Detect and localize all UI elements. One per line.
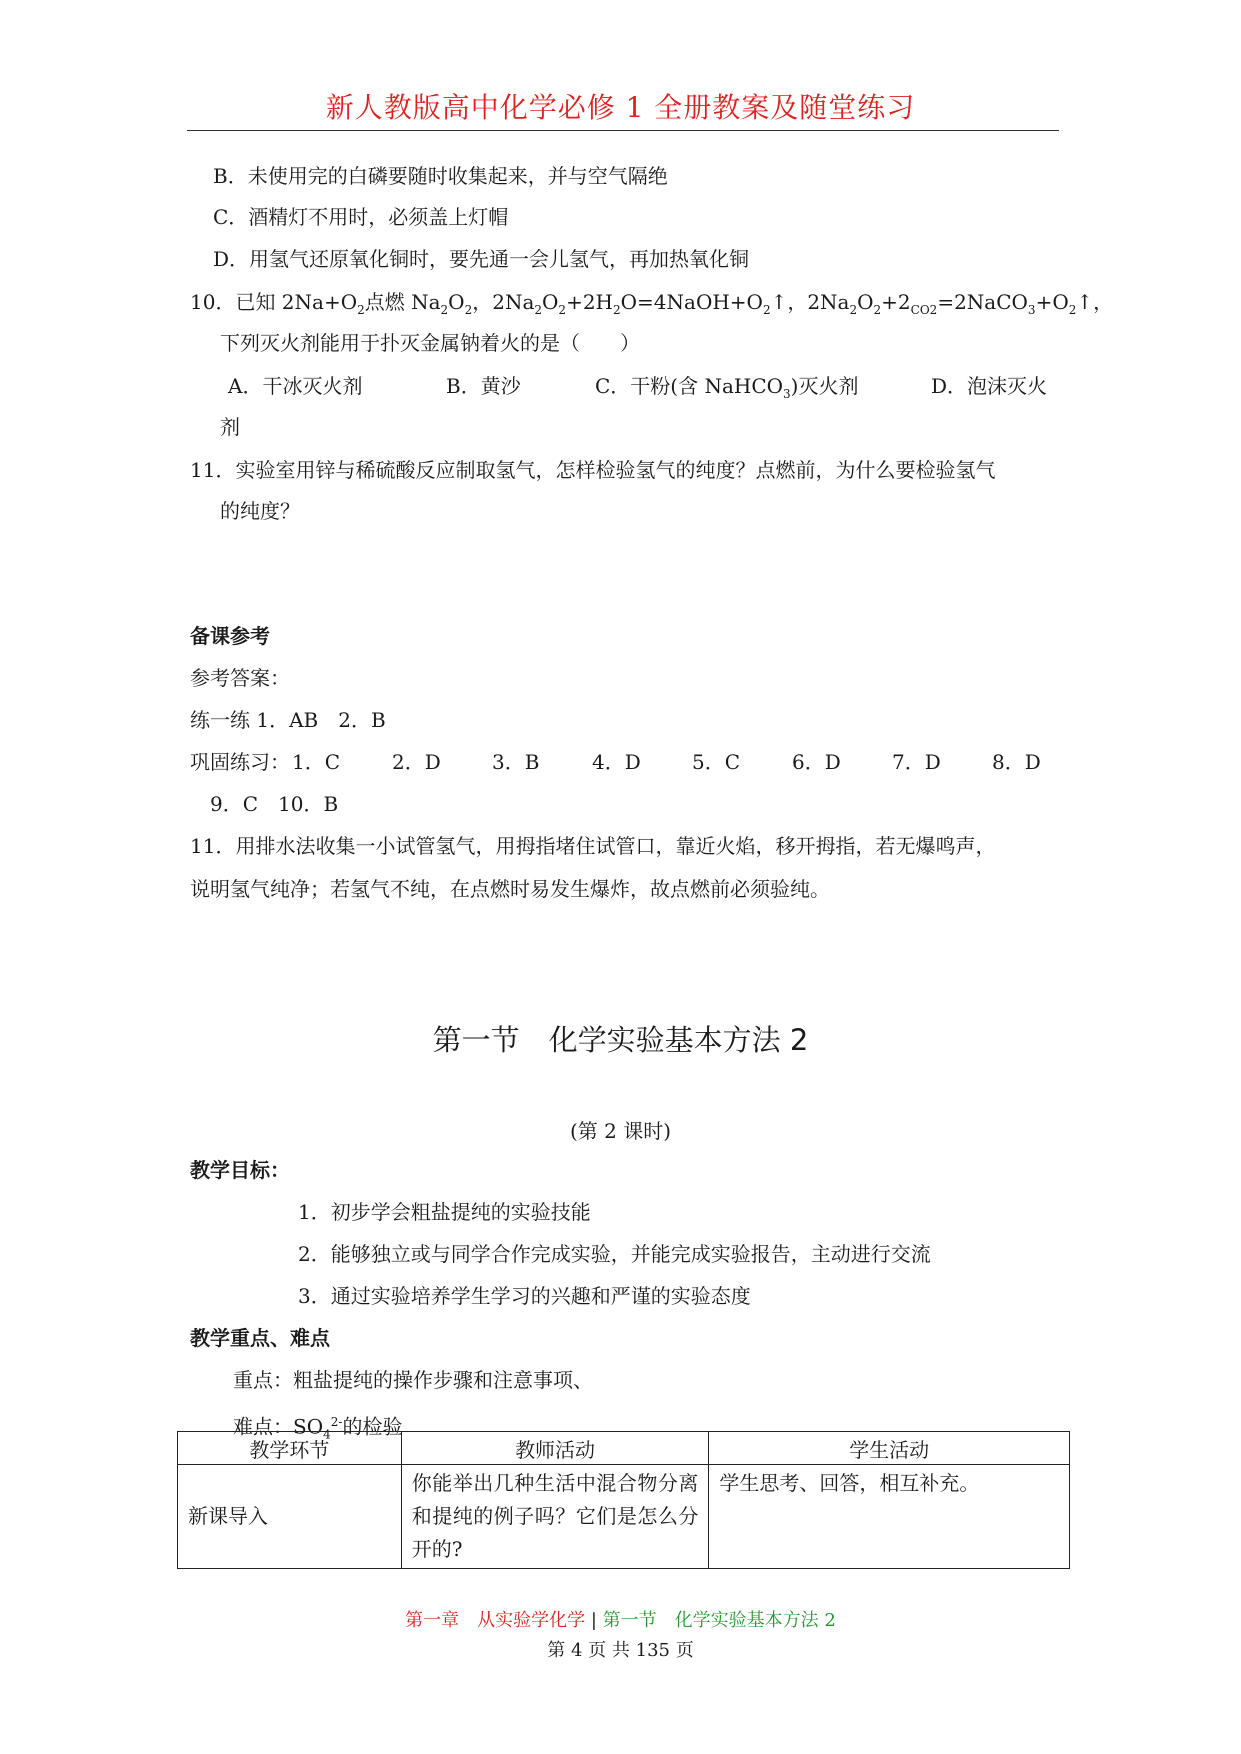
answers-label: 参考答案： <box>190 666 290 690</box>
footer-page-number: 第 4 页 共 135 页 <box>547 1640 694 1661</box>
consolidation-answer: 2．D <box>392 750 441 774</box>
objectives-heading: 教学目标： <box>190 1158 290 1182</box>
objective-item: 2．能够独立或与同学合作完成实验，并能完成实验报告，主动进行交流 <box>298 1242 931 1266</box>
table-row <box>178 1465 1070 1569</box>
question-10-option-d: D．泡沫灭火 <box>931 374 1048 398</box>
difficulty-text: 难点：$SO_4^{2-}$的检验 <box>233 1414 403 1442</box>
header-divider <box>187 130 1059 131</box>
objective-item: 1．初步学会粗盐提纯的实验技能 <box>298 1200 591 1224</box>
table-cell-teacher: 你能举出几种生活中混合物分离和提纯的例子吗？它们是怎么分开的? <box>401 1465 709 1569</box>
consolidation-answer: 3．B <box>492 750 540 774</box>
objective-item: 3．通过实验培养学生学习的兴趣和严谨的实验态度 <box>298 1284 751 1308</box>
consolidation-answers-line-2: 9．C 10．B <box>210 792 339 816</box>
question-10-option-c: C．干粉(含 NaHCO$_3$)灭火剂 <box>595 374 859 401</box>
question-10-option-a: A．干冰灭火剂 <box>228 374 363 398</box>
keypoint-text: 重点：粗盐提纯的操作步骤和注意事项、 <box>233 1368 593 1392</box>
question-10-prompt: 下列灭火剂能用于扑灭金属钠着火的是（ ） <box>220 331 640 355</box>
table-cell-stage: 新课导入 <box>178 1465 402 1569</box>
table-header-row <box>178 1432 1070 1465</box>
footer-separator: | <box>590 1610 597 1631</box>
consolidation-answer: 8．D <box>992 750 1041 774</box>
reference-heading: 备课参考 <box>190 624 270 648</box>
footer-chapter-line <box>0 1606 1241 1632</box>
practice-answers: 练一练 1．AB 2．B <box>190 708 386 732</box>
table-header-cell: 教学环节 <box>178 1432 402 1465</box>
table-header-cell: 教师活动 <box>401 1432 709 1465</box>
lesson-plan-table <box>177 1431 1070 1569</box>
table-cell-student: 学生思考、回答，相互补充。 <box>709 1465 1070 1569</box>
footer-section: 第一节 化学实验基本方法 2 <box>602 1610 836 1631</box>
question-9-option-d: D．用氢气还原氧化铜时，要先通一会儿氢气，再加热氧化铜 <box>213 247 750 271</box>
table-header-cell: 学生活动 <box>709 1432 1070 1465</box>
document-header-title: 新人教版高中化学必修 1 全册教案及随堂练习 <box>325 91 916 124</box>
question-10-option-d-wrap: 剂 <box>220 415 240 439</box>
section-title: 第一节 化学实验基本方法 2 <box>432 1023 809 1057</box>
answer-11-line-1: 11．用排水法收集一小试管氢气，用拇指堵住试管口，靠近火焰，移开拇指，若无爆鸣声， <box>190 834 996 858</box>
answer-11-line-2: 说明氢气纯净；若氢气不纯，在点燃时易发生爆炸，故点燃前必须验纯。 <box>190 877 830 901</box>
question-10-option-b: B．黄沙 <box>446 374 521 398</box>
question-10-stem: 10．已知 $2Na+O_2$点燃 $Na_2O_2$，$2Na_2O_2+2H_2O=4NaOH+O_2↑$，$2Na_2O_2+2_{CO2}=2NaCO_3+O_2↑$， <box>190 290 1114 317</box>
question-9-option-b: B．未使用完的白磷要随时收集起来，并与空气隔绝 <box>213 164 668 188</box>
section-subtitle: (第 2 课时) <box>569 1119 672 1143</box>
question-11-line-1: 11．实验室用锌与稀硫酸反应制取氢气，怎样检验氢气的纯度？点燃前，为什么要检验氢气 <box>190 458 996 482</box>
consolidation-answer: 6．D <box>792 750 841 774</box>
question-11-line-2: 的纯度？ <box>220 499 300 523</box>
consolidation-answer: 1．C <box>292 750 341 774</box>
consolidation-label: 巩固练习： <box>190 750 290 774</box>
consolidation-answer: 5．C <box>692 750 741 774</box>
keypoints-heading: 教学重点、难点 <box>190 1326 330 1350</box>
footer-chapter: 第一章 从实验学化学 <box>405 1610 586 1631</box>
consolidation-answer: 7．D <box>892 750 941 774</box>
consolidation-answer: 4．D <box>592 750 641 774</box>
question-9-option-c: C．酒精灯不用时，必须盖上灯帽 <box>213 205 509 229</box>
